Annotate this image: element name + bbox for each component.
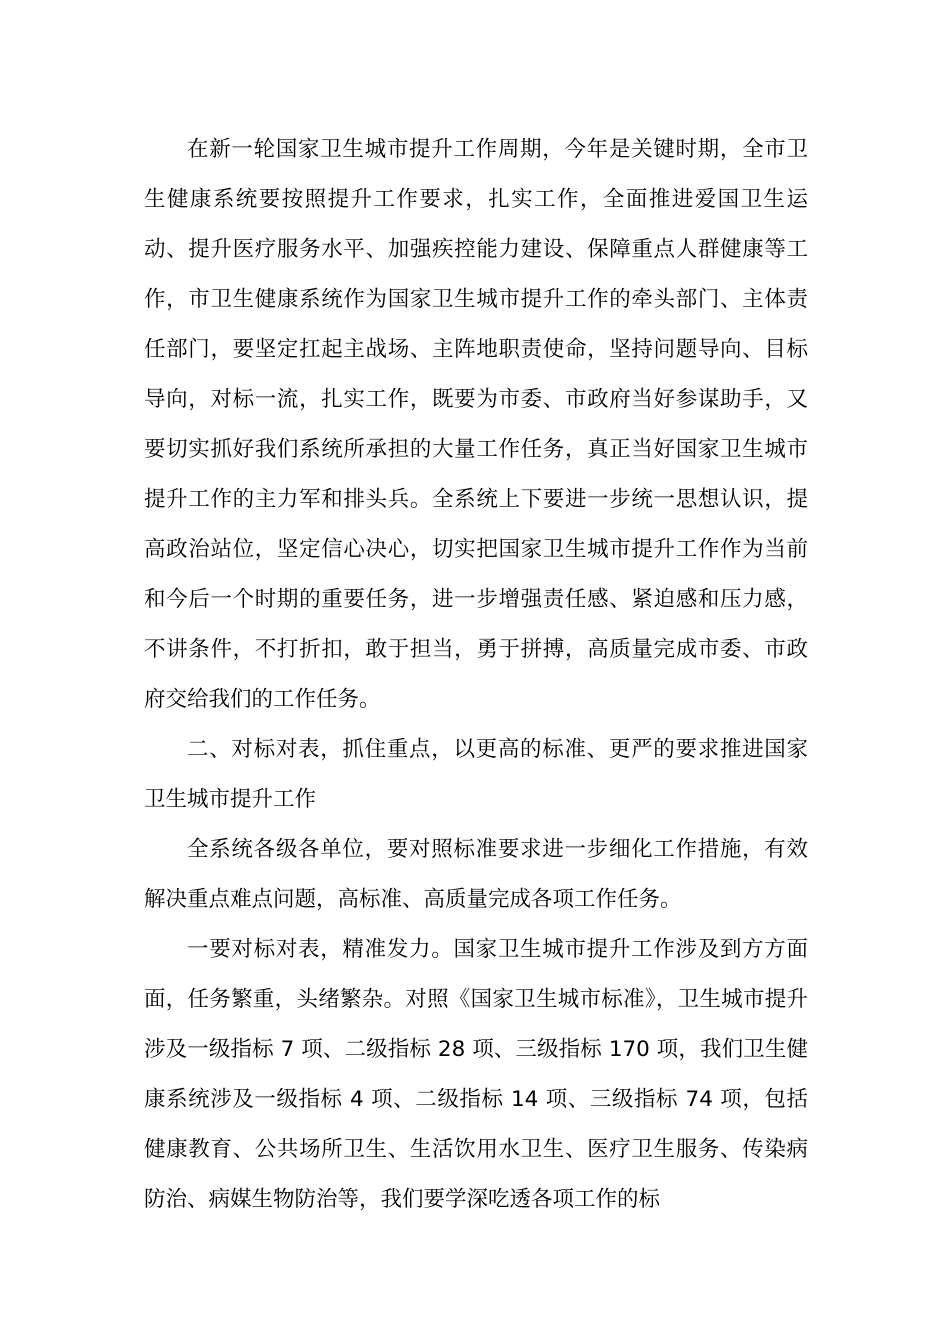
document-body [144, 125, 808, 1225]
section-heading-2: 二、对标对表，抓住重点，以更高的标准、更严的要求推进国家卫生城市提升工作 [144, 737, 808, 812]
paragraph-point-1: 一要对标对表，精准发力。国家卫生城市提升工作涉及到方方面面，任务繁重，头绪繁杂。对照《国家卫生城市标准》，卫生城市提升涉及一级指标 7 项、二级指标 28 项、三级指标 170 项，我们卫生健康系统涉及一级指标 4 项、二级指标 14 项、三级指标 74 项，包括健康教育、公共场所卫生、生活饮用水卫生、医疗卫生服务、传染病防治、病媒生物防治等，我们要学深吃透各项工作的标 [144, 937, 808, 1212]
paragraph-intro: 在新一轮国家卫生城市提升工作周期，今年是关键时期，全市卫生健康系统要按照提升工作要求，扎实工作，全面推进爱国卫生运动、提升医疗服务水平、加强疾控能力建设、保障重点人群健康等工作，市卫生健康系统作为国家卫生城市提升工作的牵头部门、主体责任部门，要坚定扛起主战场、主阵地职责使命，坚持问题导向、目标导向，对标一流，扎实工作，既要为市委、市政府当好参谋助手，又要切实抓好我们系统所承担的大量工作任务，真正当好国家卫生城市提升工作的主力军和排头兵。全系统上下要进一步统一思想认识，提高政治站位，坚定信心决心，切实把国家卫生城市提升工作作为当前和今后一个时期的重要任务，进一步增强责任感、紧迫感和压力感，不讲条件，不打折扣，敢于担当，勇于拼搏，高质量完成市委、市政府交给我们的工作任务。 [144, 137, 808, 712]
paragraph-section-2-summary: 全系统各级各单位，要对照标准要求进一步细化工作措施，有效解决重点难点问题，高标准、高质量完成各项工作任务。 [144, 837, 808, 912]
